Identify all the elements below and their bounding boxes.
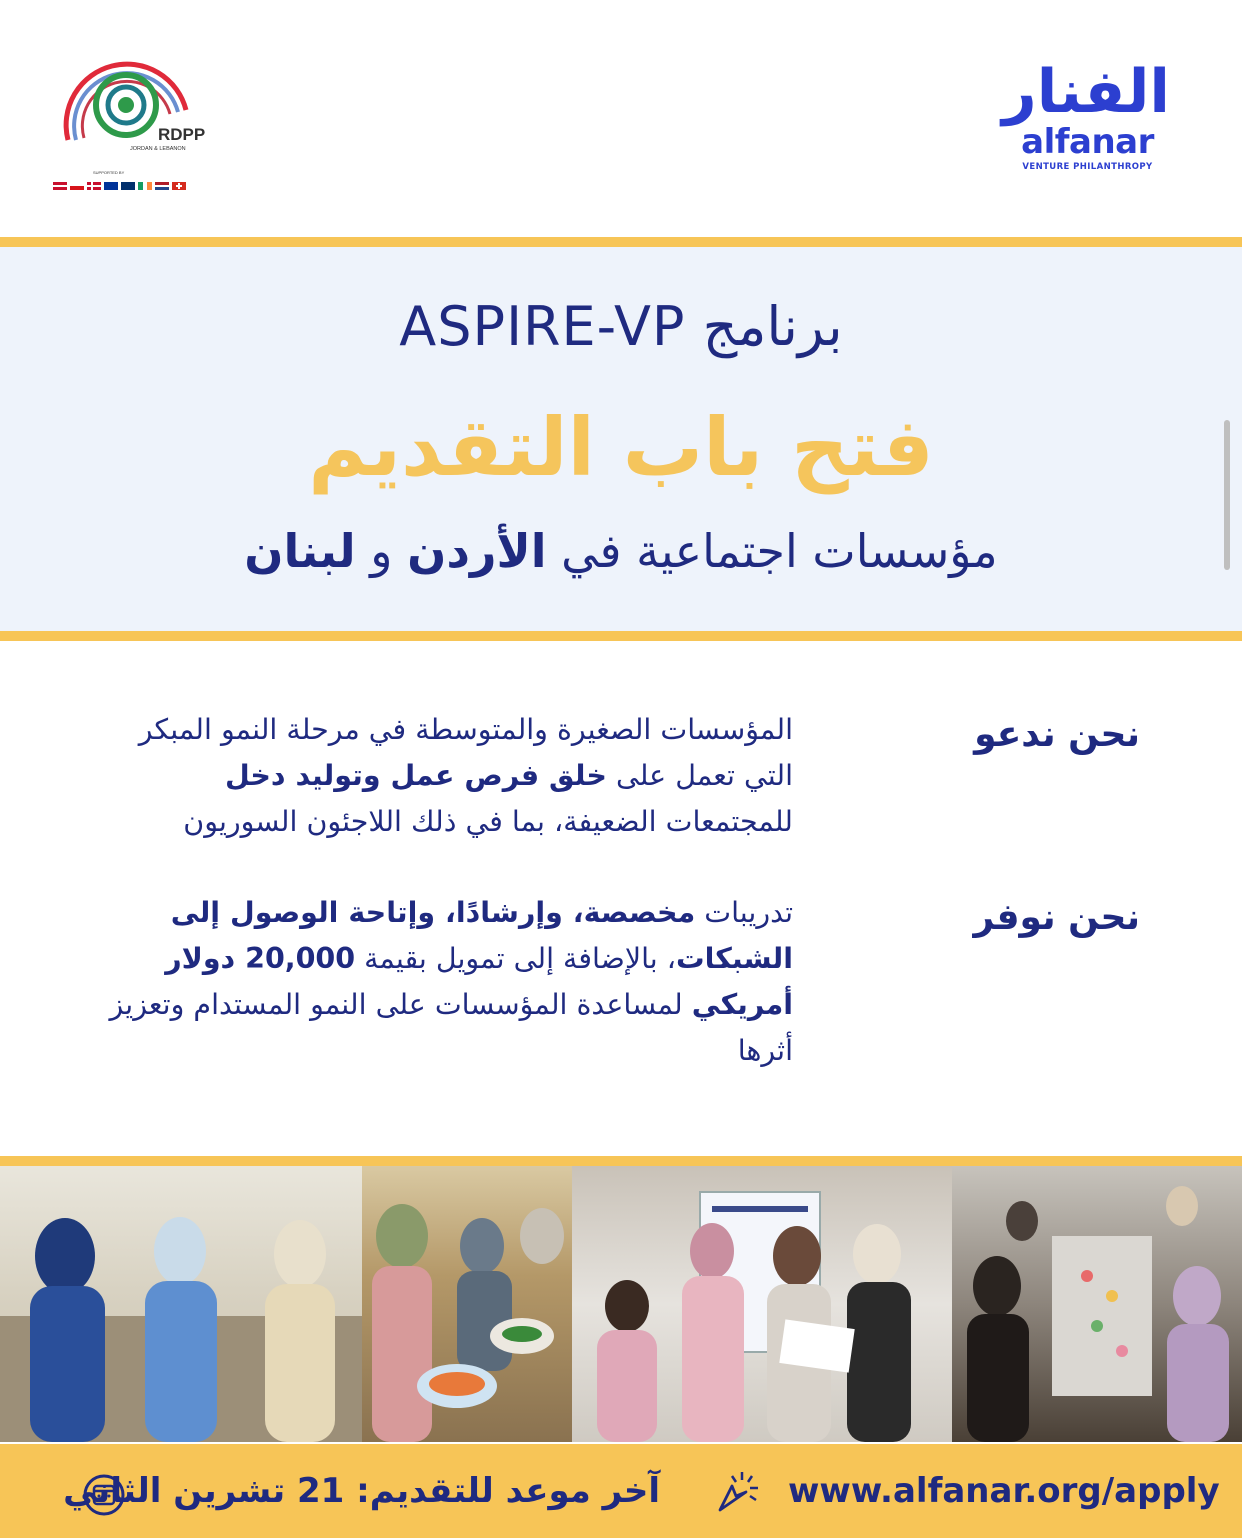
program-title: برنامج ASPIRE-VP — [399, 295, 843, 358]
hero-subtitle — [0, 520, 1242, 582]
alfanar-logo — [1002, 57, 1170, 185]
photo-group-table — [952, 1166, 1242, 1442]
open-call-title: فتح باب التقديم — [308, 401, 934, 494]
offer-label: نحن نوفر — [973, 897, 1140, 938]
rdpp-logo — [48, 40, 206, 200]
photo-strip — [0, 1166, 1242, 1442]
photos-top-divider — [0, 1156, 1242, 1166]
donor-flags — [53, 182, 186, 190]
rdpp-subtitle: JORDAN & LEBANON — [130, 146, 186, 152]
offer-text-part-3: لمساعدة المؤسسات على النمو المستدام وتعزيز أثرها — [109, 988, 793, 1067]
subtitle-prefix: مؤسسات اجتماعية في — [561, 524, 998, 578]
invite-text-part-1: المؤسسات الصغيرة والمتوسطة في مرحلة النمو المبكر التي تعمل على — [138, 713, 793, 792]
apply-link[interactable]: www.alfanar.org/apply — [788, 1471, 1220, 1511]
hero-top-divider — [0, 237, 1242, 247]
rdpp-logo-graphic — [48, 40, 206, 200]
invite-label: نحن ندعو — [974, 714, 1140, 755]
offer-text-part-1: تدريبات — [704, 896, 793, 929]
offer-text-highlight-1: مخصصة، وإرشادًا، وإتاحة الوصول إلى الشبكات — [170, 896, 793, 975]
offer-text-highlight-2: 20,000 دولار أمريكي — [165, 942, 793, 1021]
photo-closing-workshop — [572, 1166, 952, 1442]
photo-women-seated — [0, 1166, 362, 1442]
alfanar-logo-english: alfanar — [1021, 122, 1154, 162]
rdpp-name: RDPP — [158, 125, 206, 144]
country-jordan: الأردن — [407, 524, 547, 578]
photo-cooking-workshop — [362, 1166, 572, 1442]
offer-text — [95, 890, 793, 1074]
offer-text-part-2: ، بالإضافة إلى تمويل بقيمة — [364, 942, 676, 975]
rdpp-supported-by: SUPPORTED BY — [93, 170, 125, 175]
scrollbar[interactable] — [1224, 420, 1230, 570]
invite-text-highlight: خلق فرص عمل وتوليد دخل — [224, 759, 607, 792]
subtitle-conjunction: و — [370, 524, 393, 578]
click-icon — [712, 1466, 764, 1518]
hero-bottom-divider — [0, 631, 1242, 641]
invite-text-part-2: للمجتمعات الضعيفة، بما في ذلك اللاجئون السوريون — [183, 805, 793, 838]
invite-text — [95, 707, 793, 845]
alfanar-logo-arabic: الفنار — [1002, 57, 1170, 127]
alfanar-logo-tagline: VENTURE PHILANTHROPY — [1022, 162, 1153, 172]
deadline-text: آخر موعد للتقديم: 21 تشرين الثاني — [63, 1471, 660, 1511]
country-lebanon: لبنان — [244, 524, 356, 578]
